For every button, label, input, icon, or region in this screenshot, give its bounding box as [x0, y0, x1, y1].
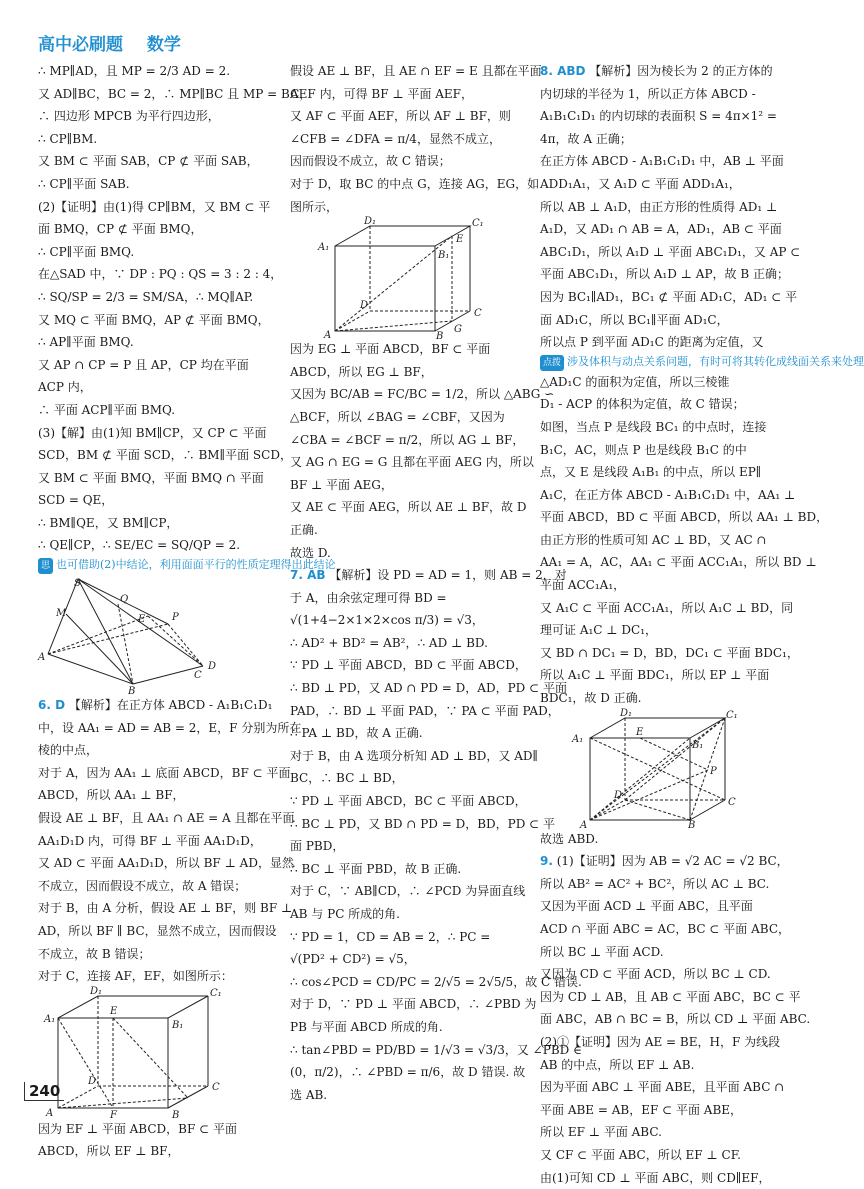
text-line: 面 ABC，AB ∩ BC = B，所以 CD ⊥ 平面 ABC. [540, 1012, 811, 1027]
text-line: SCD = QE， [38, 493, 114, 508]
text-line: 又因为 CD ⊂ 平面 ACD，所以 BC ⊥ CD. [540, 967, 771, 982]
text-line: AA₁D₁D 内，可得 BF ⊥ 平面 AA₁D₁D， [38, 833, 262, 848]
text-line: 因为 BC₁∥AD₁，BC₁ ⊄ 平面 AD₁C，AD₁ ⊂ 平 [540, 289, 798, 304]
text-line: ∴ CP∥BM. [38, 131, 98, 146]
text-line: 棱的中点， [38, 743, 99, 758]
text-line: 于 A，由余弦定理可得 BD = [290, 590, 447, 605]
text-line: ∠CFB = ∠DFA = π/4，显然不成立， [290, 131, 501, 146]
text-line: 理可证 A₁C ⊥ DC₁， [540, 623, 658, 638]
question-number: 8. ABD [540, 64, 586, 78]
text-line: 平面 ABC₁D₁，所以 A₁D ⊥ AP，故 B 正确； [540, 267, 789, 282]
question-number: 6. D [38, 698, 66, 713]
fig-label: E [636, 726, 644, 738]
text-line: 不成立，因而假设不成立，故 A 错误； [38, 878, 247, 893]
subject-title: 数学 [146, 35, 181, 55]
fig-label: D₁ [620, 707, 633, 719]
page-header [38, 30, 199, 55]
text-line: ∴ AP∥平面 BMQ. [38, 335, 134, 350]
text-line: ∵ PD ⊥ 平面 ABCD，BD ⊂ 平面 ABCD， [290, 658, 527, 673]
question-number: 9. [540, 854, 553, 869]
text-line: ABC₁D₁，所以 A₁D ⊥ 平面 ABC₁D₁，又 AP ⊂ [540, 244, 801, 259]
note-badge: 思 [38, 558, 53, 574]
text-line: ∴ 平面 ACP∥平面 BMQ. [38, 402, 176, 417]
col3-block-c [540, 828, 811, 1189]
text-line: 又 AG ∩ EG = G 且都在平面 AEG 内，所以 [290, 455, 534, 470]
fig-label: D [88, 1075, 97, 1087]
fig-label: P [710, 765, 717, 777]
text-line: √(PD² + CD²) = √5， [290, 952, 416, 967]
text-line: 7. AB 【解析】设 PD = AD = 1，则 AB = 2，对 [290, 568, 567, 583]
fig-label: D₁ [90, 985, 103, 997]
text-line: 又 MQ ⊂ 平面 BMQ，AP ⊄ 平面 BMQ， [38, 312, 270, 327]
fig-label: D₁ [364, 216, 377, 228]
col3-block-a [540, 60, 801, 354]
fig-label: B [688, 819, 696, 831]
text-line: 因而假设不成立，故 C 错误； [290, 154, 451, 169]
text-line: 所以点 P 到平面 AD₁C 的距离为定值，又 [540, 335, 764, 350]
text-line: 又 BM ⊂ 平面 SAB，CP ⊄ 平面 SAB， [38, 154, 259, 169]
text-line: ∴ SQ/SP = 2/3 = SM/SA，∴ MQ∥AP. [38, 289, 254, 304]
text-line: BF ⊥ 平面 AEG， [290, 477, 393, 492]
fig-label: C [194, 670, 202, 682]
text-line: 9. (1)【证明】因为 AB = √2 AC = √2 BC， [540, 854, 789, 869]
text-line: 又 BM ⊂ 平面 BMQ，平面 BMQ ∩ 平面 [38, 470, 264, 485]
col1-block-b [38, 694, 302, 988]
fig-label: B₁ [438, 250, 450, 262]
text-line: 对于 B，由 A 分析，假设 AE ⊥ BF，则 BF ⊥ [38, 901, 293, 916]
text-line: 点，又 E 是线段 A₁B₁ 的中点，所以 EP∥ [540, 465, 762, 480]
text-line: D₁ - ACP 的体积为定值，故 C 错误； [540, 397, 745, 412]
fig-label: A [38, 652, 46, 664]
note-badge: 点拨 [540, 355, 564, 371]
fig-label: S [74, 578, 81, 590]
fig-label: E [456, 234, 464, 246]
text-line: 因为平面 ABC ⊥ 平面 ABE，且平面 ABC ∩ [540, 1080, 785, 1095]
fig-label: M [56, 608, 67, 620]
text-line: 4π，故 A 正确； [540, 131, 632, 146]
fig-label: C [474, 308, 482, 320]
fig-label: B₁ [692, 739, 704, 751]
text-line: 又因为 BC/AB = FC/BC = 1/2，所以 △ABG ∽ [290, 387, 555, 402]
text-line: (2)【证明】由(1)得 CP∥BM，又 BM ⊂ 平 [38, 199, 271, 214]
text-line: 又 CF ⊂ 平面 ABC，所以 EF ⊥ CF. [540, 1147, 741, 1162]
text-line: ABCD，所以 EF ⊥ BF， [38, 1144, 180, 1159]
text-line: 故选 ABD. [540, 831, 599, 846]
text-line: 选 AB. [290, 1087, 328, 1102]
pyramid-figure [38, 574, 238, 698]
column-3 [540, 60, 864, 1189]
fig-label: D [360, 300, 369, 312]
text-line: ∴ BM∥QE，又 BM∥CP， [38, 515, 179, 530]
text-line: ∴ QE∥CP，∴ SE/EC = SQ/QP = 2. [38, 538, 241, 553]
fig-label: A₁ [44, 1013, 56, 1025]
text-line: 平面 ABCD，BD ⊂ 平面 ABCD，所以 AA₁ ⊥ BD， [540, 510, 829, 525]
fig-label: A [324, 330, 332, 342]
text-line: 又 BD ∩ DC₁ = D，BD，DC₁ ⊂ 平面 BDC₁， [540, 645, 799, 660]
text-line: √(1+4−2×1×2×cos π/3) = √3， [290, 613, 484, 628]
text-line: 又 AD∥BC，BC = 2，∴ MP∥BC 且 MP = BC， [38, 86, 312, 101]
text-line: ∴ AD² + BD² = AB²，∴ AD ⊥ BD. [290, 635, 488, 650]
text-line: ∠CBA = ∠BCF = π/2，所以 AG ⊥ BF， [290, 432, 525, 447]
text-line: BC，∴ BC ⊥ BD， [290, 771, 404, 786]
fig-label: A₁ [572, 733, 584, 745]
text-line: 中，设 AA₁ = AD = AB = 2，E，F 分别为所在 [38, 720, 302, 735]
fig-label: E [110, 1005, 118, 1017]
fig-label: Q [120, 594, 129, 606]
text-line: 所以 AB² = AC² + BC²，所以 AC ⊥ BC. [540, 876, 770, 891]
text-line: AEF 内，可得 BF ⊥ 平面 AEF， [290, 86, 474, 101]
text-line: 对于 B，由 A 选项分析知 AD ⊥ BD，又 AD∥ [290, 748, 539, 763]
text-line: BDC₁，故 D 正确. [540, 691, 642, 706]
text-line: 面 PBD， [290, 839, 345, 854]
text-line: 又 AP ∩ CP = P 且 AP，CP 均在平面 [38, 357, 249, 372]
text-line: 平面 ACC₁A₁， [540, 578, 626, 593]
cube-figure-2 [290, 216, 490, 343]
text-line: 因为 CD ⊥ AB，且 AB ⊂ 平面 ABC，BC ⊂ 平 [540, 989, 801, 1004]
text-line: 所以 BC ⊥ 平面 ACD. [540, 944, 664, 959]
text-line: (2)①【证明】因为 AE = BE，H，F 为线段 [540, 1034, 781, 1049]
cube-figure-1 [38, 985, 238, 1121]
text-line: ∴ tan∠PBD = PD/BD = 1/√3 = √3/3，又 ∠PBD ∈ [290, 1042, 582, 1057]
text-line: 因为 EF ⊥ 平面 ABCD，BF ⊂ 平面 [38, 1121, 237, 1136]
text-line: ABCD，所以 AA₁ ⊥ BF， [38, 788, 185, 803]
text-line: ACD ∩ 平面 ABC = AC，BC ⊂ 平面 ABC， [540, 922, 790, 936]
col3-note [540, 354, 864, 371]
text-line: 在正方体 ABCD - A₁B₁C₁D₁ 中，AB ⊥ 平面 [540, 154, 784, 169]
text-line: ∴ 四边形 MPCB 为平行四边形， [38, 109, 220, 124]
text-line: AA₁ = A，AC，AA₁ ⊂ 平面 ACC₁A₁，所以 BD ⊥ [540, 555, 817, 570]
text-line: 不成立，故 B 错误； [38, 946, 151, 961]
cube-figure-3 [540, 707, 740, 831]
text-line: A₁D，又 AD₁ ∩ AB = A，AD₁，AB ⊂ 平面 [540, 222, 782, 237]
fig-label: D [614, 789, 623, 801]
col2-block-a [290, 60, 542, 218]
col3-block-b [540, 371, 829, 710]
text-line: 面 BMQ，CP ⊄ 平面 BMQ， [38, 222, 203, 237]
text-line: ∴ CP∥平面 BMQ. [38, 244, 135, 259]
text-line: 正确. [290, 522, 318, 537]
text-line: AD，所以 BF ∥ BC，显然不成立，因而假设 [38, 924, 277, 938]
text-line: A₁C，在正方体 ABCD - A₁B₁C₁D₁ 中，AA₁ ⊥ [540, 487, 796, 502]
fig-label: C₁ [210, 987, 222, 999]
text-line: ACP 内， [38, 380, 92, 395]
text-line: ABCD，所以 EG ⊥ BF， [290, 364, 433, 379]
text-line: ∴ BC ⊥ 平面 PBD，故 B 正确. [290, 861, 462, 876]
text-line: 图所示， [290, 199, 339, 214]
text-line: SCD，BM ⊄ 平面 SCD，∴ BM∥平面 SCD， [38, 448, 292, 463]
text-line: 所以 EF ⊥ 平面 ABC. [540, 1125, 662, 1140]
fig-label: B [128, 686, 136, 698]
note-text: 涉及体积与动点关系问题，有时可将其转化成线面关系来处理 [567, 354, 864, 368]
text-line: PAD，∴ BD ⊥ 平面 PAD，∵ PA ⊂ 平面 PAD， [290, 703, 560, 718]
text-line: 假设 AE ⊥ BF，且 AA₁ ∩ AE = A 且都在平面 [38, 811, 295, 826]
fig-label: C [212, 1081, 220, 1093]
text-line: 对于 D，取 BC 的中点 G，连接 AG，EG，如 [290, 176, 540, 191]
text-line: (3)【解】由(1)知 BM∥CP，又 CP ⊂ 平面 [38, 425, 267, 440]
text-line: 又 AE ⊂ 平面 AEG，所以 AE ⊥ BF，故 D [290, 500, 527, 515]
text-line: ∴ cos∠PCD = CD/PC = 2/√5 = 2√5/5，故 C 错误. [290, 974, 582, 989]
text-line: A₁B₁C₁D₁ 的内切球的表面积 S = 4π×1² = [540, 109, 777, 124]
text-line: ∴ MP∥AD，且 MP = 2/3 AD = 2. [38, 64, 231, 78]
fig-label: P [172, 612, 179, 624]
fig-label: A [580, 819, 588, 831]
text-line: ∴ PA ⊥ BD，故 A 正确. [290, 726, 423, 741]
col1-note [38, 557, 336, 574]
fig-label: B [172, 1109, 180, 1121]
fig-label: F [110, 1109, 117, 1121]
text-line: △AD₁C 的面积为定值，所以三棱锥 [540, 374, 730, 389]
note-text: 也可借助(2)中结论，利用面面平行的性质定理得出此结论 [56, 558, 336, 572]
book-title: 高中必刷题 [38, 35, 123, 55]
text-line: AB 与 PC 所成的角. [290, 907, 400, 921]
text-line: 面 AD₁C，所以 BC₁∥平面 AD₁C， [540, 312, 729, 327]
text-line: 平面 ABE = AB，EF ⊂ 平面 ABE， [540, 1102, 743, 1117]
text-line: 在△SAD 中，∵ DP : PQ : QS = 3 : 2 : 4， [38, 267, 283, 282]
text-line: AB 的中点，所以 EF ⊥ AB. [540, 1057, 695, 1072]
fig-label: D [208, 661, 217, 673]
fig-label: A₁ [318, 242, 330, 254]
text-line: PB 与平面 ABCD 所成的角. [290, 1019, 443, 1034]
fig-label: A [46, 1107, 54, 1119]
text-line: ∵ PD ⊥ 平面 ABCD，BC ⊂ 平面 ABCD， [290, 794, 527, 809]
fig-label: G [454, 324, 462, 336]
text-line: ADD₁A₁，又 A₁D ⊂ 平面 ADD₁A₁， [540, 176, 741, 191]
text-line: 由(1)可知 CD ⊥ 平面 ABC，则 CD∥EF， [540, 1170, 771, 1185]
fig-label: C [728, 796, 736, 808]
fig-label: E [138, 614, 146, 626]
text-line: 对于 C，连接 AF，EF，如图所示： [38, 969, 233, 984]
text-line: 对于 A，因为 AA₁ ⊥ 底面 ABCD，BF ⊂ 平面 [38, 765, 291, 780]
fig-label: C₁ [472, 218, 484, 230]
text-line: 又因为平面 ACD ⊥ 平面 ABC，且平面 [540, 899, 753, 914]
fig-label: B [436, 331, 444, 343]
text-line: 对于 D，∵ PD ⊥ 平面 ABCD，∴ ∠PBD 为 [290, 997, 537, 1012]
text-line: 8. ABD 【解析】因为棱长为 2 的正方体的 [540, 64, 773, 78]
question-number: 7. AB [290, 568, 326, 583]
text-line: 故选 D. [290, 545, 331, 560]
text-line: 对于 C，∵ AB∥CD，∴ ∠PCD 为异面直线 [290, 884, 526, 899]
text-line: (0，π/2)，∴ ∠PBD = π/6，故 D 错误. 故 [290, 1065, 526, 1080]
text-line: 又 AF ⊂ 平面 AEF，所以 AF ⊥ BF，则 [290, 109, 511, 124]
text-line: 所以 A₁C ⊥ 平面 BDC₁，所以 EP ⊥ 平面 [540, 668, 770, 683]
text-line: △BCF，所以 ∠BAG = ∠CBF，又因为 [290, 409, 505, 424]
text-line: ∵ PD = 1，CD = AB = 2，∴ PC = [290, 929, 491, 944]
col1-block-c [38, 1118, 278, 1163]
text-line: 6. D 【解析】在正方体 ABCD - A₁B₁C₁D₁ [38, 698, 273, 713]
fig-label: B₁ [172, 1019, 184, 1031]
text-line: B₁C，AC，则点 P 也是线段 B₁C 的中 [540, 442, 747, 457]
text-line: 所以 AB ⊥ A₁D，由正方形的性质得 AD₁ ⊥ [540, 199, 778, 214]
fig-label: C₁ [726, 709, 738, 721]
text-line: 如图，当点 P 是线段 BC₁ 的中点时，连接 [540, 419, 767, 434]
text-line: 内切球的半径为 1，所以正方体 ABCD - [540, 86, 756, 101]
text-line: ∴ BC ⊥ PD，又 BD ∩ PD = D，BD，PD ⊂ 平 [290, 816, 556, 831]
text-line: 因为 EG ⊥ 平面 ABCD，BF ⊂ 平面 [290, 342, 491, 357]
text-line: ∴ BD ⊥ PD，又 AD ∩ PD = D，AD，PD ⊂ 平面 [290, 681, 567, 696]
text-line: 又 A₁C ⊂ 平面 ACC₁A₁，所以 A₁C ⊥ BD，同 [540, 600, 794, 615]
text-line: 又 AD ⊂ 平面 AA₁D₁D，所以 BF ⊥ AD，显然 [38, 856, 294, 871]
page-number: 240 [24, 1082, 64, 1101]
text-line: 假设 AE ⊥ BF，且 AE ∩ EF = E 且都在平面 [290, 64, 542, 78]
text-line: ∴ CP∥平面 SAB. [38, 176, 130, 191]
text-line: 由正方形的性质可知 AC ⊥ BD，又 AC ∩ [540, 532, 767, 547]
